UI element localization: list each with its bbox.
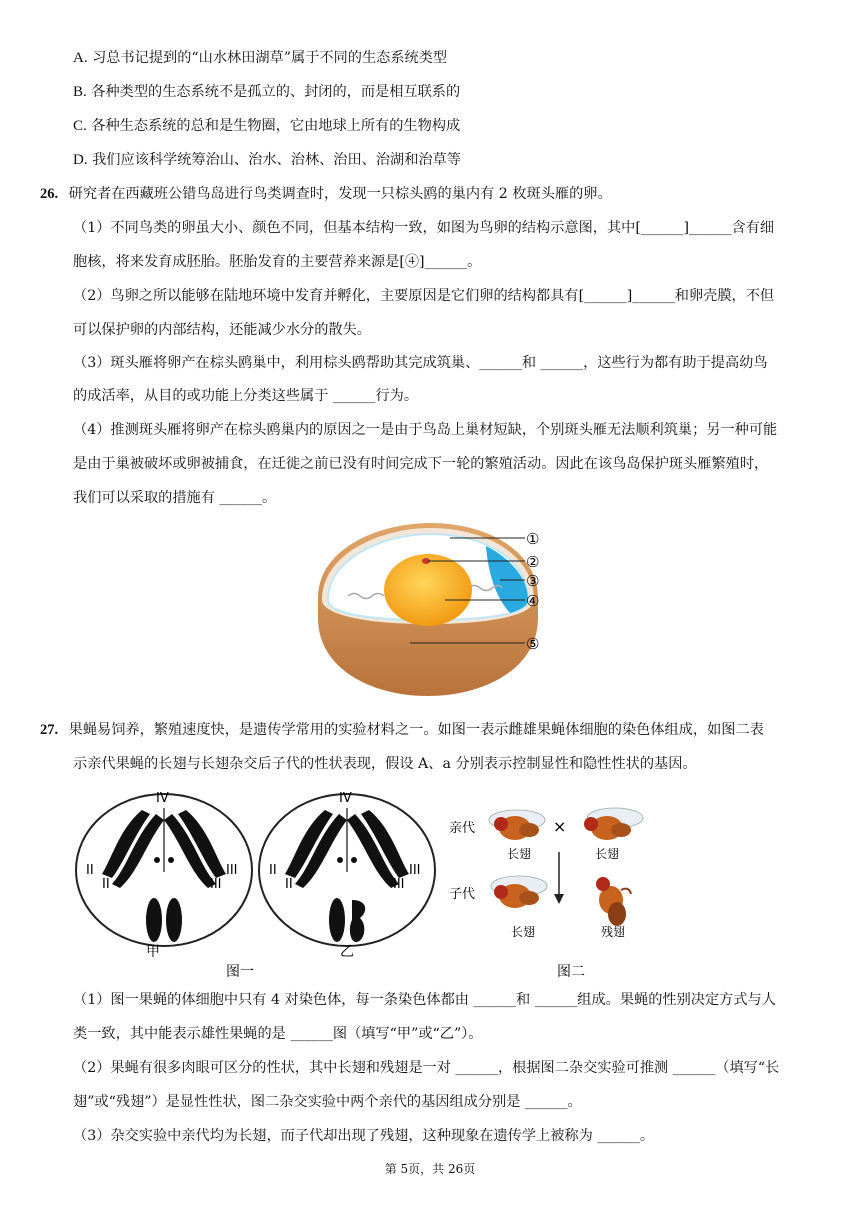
option-text: 各种类型的生态系统不是孤立的、封闭的，而是相互联系的 [91, 84, 461, 100]
option-text: 习总书记提到的“山水林田湖草”属于不同的生态系统类型 [92, 50, 448, 66]
q27-line-5: （3）杂交实验中亲代均为长翅，而子代却出现了残翅，这种现象在遗传学上被称为 ______。 [73, 1128, 655, 1144]
fly-cross-figure [445, 790, 655, 984]
q26-line-3: （2）鸟卵之所以能够在陆地环境中发育并孵化，主要原因是它们卵的结构都具有[______]______和卵壳膜，不但 [73, 288, 775, 304]
parent-1-phenotype: 长翅 [507, 847, 532, 861]
egg-label-5: ⑤ [526, 635, 540, 653]
child-generation-label: 子代 [449, 887, 476, 902]
option-c [73, 116, 460, 136]
cell-label-yi: 乙 [340, 944, 354, 960]
fly-child-2 [596, 877, 631, 926]
page-footer: 第 5页，共 26页 [384, 1162, 476, 1176]
parent-generation-label: 亲代 [449, 821, 476, 836]
egg-label-1: ① [526, 530, 540, 548]
question-number: 26. [40, 186, 59, 202]
roman-iii-lower-left: III [210, 877, 222, 892]
cell-label-jia: 甲 [146, 944, 160, 960]
q26-line-6: 的成活率，从目的或功能上分类这些属于 ______行为。 [73, 388, 419, 404]
fly-child-1 [491, 876, 547, 908]
cross-symbol: × [553, 817, 567, 836]
egg-label-2: ② [526, 553, 540, 571]
roman-iii-upper-left: III [226, 863, 238, 878]
option-d [73, 150, 461, 170]
q27-line-1: （1）图一果蝇的体细胞中只有 4 对染色体，每一条染色体都由 ______和 ______组成。果蝇的性别决定方式与人 [73, 992, 776, 1008]
q27-stem-1 [40, 720, 764, 740]
roman-iii-upper-right: III [409, 863, 421, 878]
cell-female [76, 791, 252, 960]
option-text: 我们应该科学统筹治山、治水、治林、治田、治湖和治草等 [92, 152, 461, 168]
option-letter: B. [73, 84, 87, 100]
roman-iv-left: IV [156, 791, 169, 806]
egg-structure-diagram [300, 518, 560, 700]
roman-ii-upper-left: II [86, 863, 94, 878]
egg-label-4: ④ [526, 592, 540, 610]
question-number: 27. [40, 722, 59, 738]
q26-line-1: （1）不同鸟类的卵虽大小、颜色不同，但基本结构一致，如图为鸟卵的结构示意图，其中[______]______含有细 [73, 220, 775, 236]
egg-yolk [384, 554, 472, 626]
egg-label-3: ③ [526, 572, 540, 590]
q26-line-4: 可以保护卵的内部结构，还能减少水分的散失。 [73, 322, 371, 338]
roman-ii-lower-right: II [285, 877, 293, 892]
roman-iii-lower-right: III [393, 877, 405, 892]
q27-line-2: 类一致，其中能表示雄性果蝇的是 ______图（填写“甲”或“乙”）。 [73, 1026, 483, 1042]
fly-parent-1 [489, 810, 545, 840]
q27-stem-2: 示亲代果蝇的长翅与长翅杂交后子代的性状表现，假设 A、a 分别表示控制显性和隐性性状的基因。 [73, 756, 697, 772]
q26-line-7: （4）推测斑头雁将卵产在棕头鸥巢内的原因之一是由于鸟岛上巢材短缺，个别斑头雁无法顺利筑巢；另一种可能 [73, 422, 778, 438]
question-stem: 研究者在西藏班公错鸟岛进行鸟类调查时，发现一只棕头鸥的巢内有 2 枚斑头雁的卵。 [68, 186, 612, 202]
option-letter: D. [73, 152, 88, 168]
q26-line-5: （3）斑头雁将卵产在棕头鸥巢中，利用棕头鸥帮助其完成筑巢、______和 ______，这些行为都有助于提高幼鸟 [73, 355, 768, 371]
q26-line-9: 我们可以采取的措施有 ______。 [73, 490, 277, 506]
option-text: 各种生态系统的总和是生物圈，它由地球上所有的生物构成 [91, 118, 461, 134]
child-1-phenotype: 长翅 [511, 925, 536, 939]
child-2-phenotype: 残翅 [601, 925, 626, 939]
q27-line-4: 翅”或“残翅”）是显性性状，图二杂交实验中两个亲代的基因组成分别是 ______。 [73, 1094, 582, 1110]
roman-iv-right: IV [339, 791, 352, 806]
cell-male [259, 791, 435, 960]
q26-line-2: 胞核，将来发育成胚胎。胚胎发育的主要营养来源是[④]______。 [73, 254, 482, 270]
option-a [73, 48, 447, 68]
roman-ii-upper-right: II [269, 863, 277, 878]
question-stem: 果蝇易饲养，繁殖速度快，是遗传学常用的实验材料之一。如图一表示雌雄果蝇体细胞的染色体组成，如图二表 [68, 722, 764, 738]
q26-line-8: 是由于巢被破坏或卵被捕食，在迁徙之前已没有时间完成下一轮的繁殖活动。因此在该鸟岛保护斑头雁繁殖时， [73, 456, 769, 472]
option-letter: C. [73, 118, 87, 134]
parent-2-phenotype: 长翅 [595, 847, 620, 861]
option-letter: A. [73, 50, 88, 66]
chromosome-figure [72, 788, 442, 984]
figure-2-caption: 图二 [557, 964, 585, 980]
roman-ii-lower-left: II [102, 877, 110, 892]
option-b [73, 82, 460, 102]
fly-parent-2 [584, 808, 643, 840]
figure-1-caption: 图一 [226, 964, 254, 980]
q26-stem [40, 184, 612, 204]
q27-line-3: （2）果蝇有很多肉眼可区分的性状，其中长翅和残翅是一对 ______，根据图二杂交实验可推测 ______（填写“长 [73, 1060, 780, 1076]
